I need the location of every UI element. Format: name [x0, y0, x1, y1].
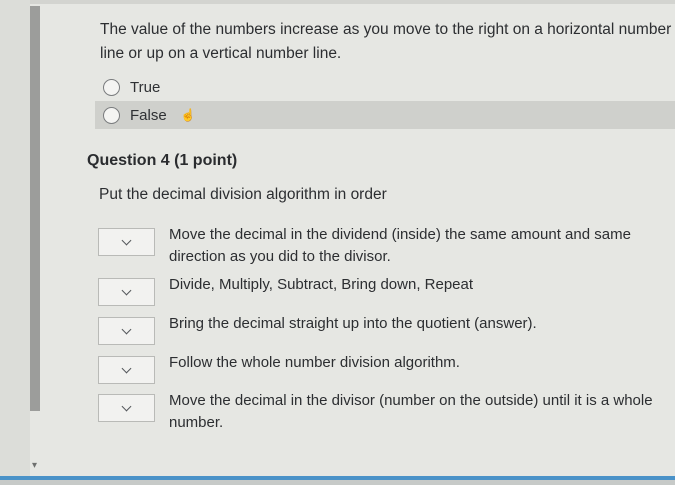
radio-button-icon[interactable] — [103, 107, 120, 124]
quiz-content — [45, 0, 675, 485]
chevron-down-icon — [122, 363, 132, 373]
order-dropdown[interactable] — [98, 228, 155, 256]
order-item-text: Divide, Multiply, Subtract, Bring down, Repeat — [169, 276, 474, 293]
option-label: False — [130, 106, 167, 124]
order-dropdown[interactable] — [98, 317, 155, 345]
order-dropdown[interactable] — [98, 356, 155, 384]
chevron-down-icon — [122, 324, 132, 334]
order-item-text: Move the decimal in the divisor (number on the outside) until it is a whole number. — [169, 392, 653, 431]
order-dropdown[interactable] — [98, 278, 155, 306]
chevron-down-icon — [122, 235, 132, 245]
chevron-down-icon — [122, 401, 132, 411]
order-item-text: Move the decimal in the dividend (inside) the same amount and same direction as you did to the divisor. — [169, 226, 631, 265]
option-label: True — [130, 78, 161, 96]
question-statement: The value of the numbers increase as you move to the right on a horizontal number line or up on a vertical number line. — [100, 21, 672, 62]
order-item-text: Bring the decimal straight up into the quotient (answer). — [169, 315, 537, 332]
option-true[interactable] — [95, 73, 675, 101]
radio-button-icon[interactable] — [103, 79, 120, 96]
option-false[interactable] — [95, 101, 675, 129]
question-title: Question 4 (1 point) — [87, 152, 238, 169]
order-item-text: Follow the whole number division algorithm. — [169, 354, 460, 371]
pointer-cursor-icon: ☝ — [180, 108, 196, 122]
left-gutter — [0, 0, 30, 485]
chevron-down-icon — [122, 285, 132, 295]
order-dropdown[interactable] — [98, 394, 155, 422]
scrollbar[interactable] — [30, 6, 40, 411]
collapse-arrow-icon[interactable]: ▾ — [32, 460, 38, 471]
question-prompt: Put the decimal division algorithm in order — [99, 186, 387, 203]
bottom-edge — [0, 480, 675, 485]
